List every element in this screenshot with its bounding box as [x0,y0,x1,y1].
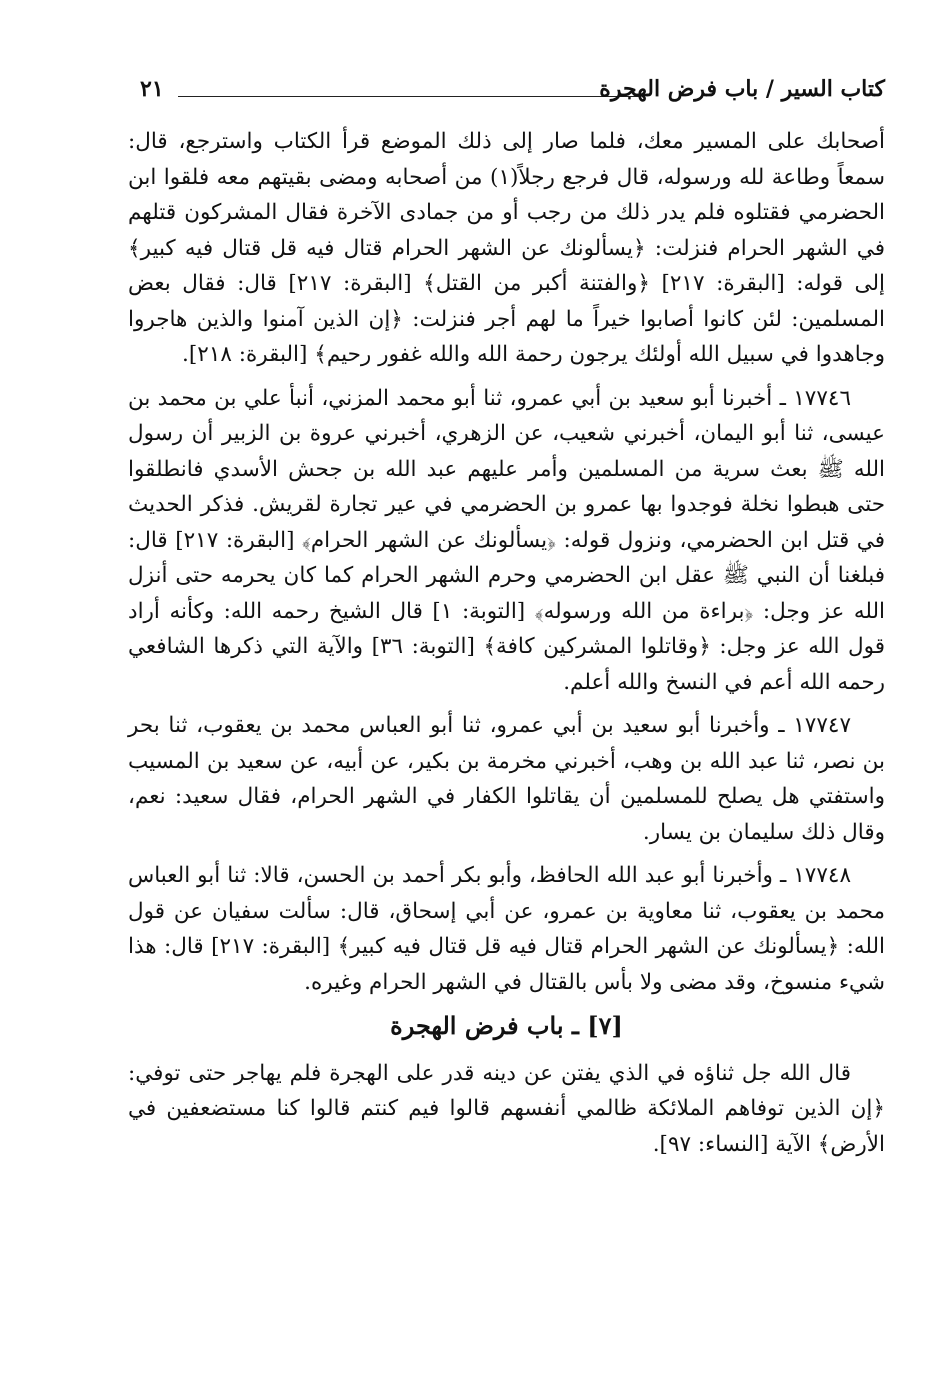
closing-paragraph: قال الله جل ثناؤه في الذي يفتن عن دينه قدر على الهجرة فلم يهاجر حتى توفي: ﴿إن الذين توفاهم الملائكة ظالمي أنفسهم قالوا فيم كنتم قالوا كنا مستضعفين في الأرض﴾ الآية [النساء: ٩٧]. [128,1060,885,1157]
section-heading: [٧] ـ باب فرض الهجرة [390,1011,623,1040]
hadith-17746: ١٧٧٤٦ ـ أخبرنا أبو سعيد بن أبي عمرو، ثنا أبو محمد المزني، أنبأ علي بن محمد بن عيسى، ثنا أبو اليمان، أخبرني شعيب، عن الزهري، أخبرني عروة بن الزبير أن رسول الله ﷺ بعث سرية من المسلمين وأمر عليهم عبد الله بن جحش الأسدي فانطلقوا حتى هبطوا نخلة فوجدوا بها عمرو بن الحضرمي في عير تجارة لقريش. فذكر الحديث في قتل ابن الحضرمي، ونزول قوله: ﴿يسألونك عن الشهر الحرام﴾ [البقرة: ٢١٧] قال: فبلغنا أن النبي ﷺ عقل ابن الحضرمي وحرم الشهر الحرام كما كان يحرمه حتى أنزل الله عز وجل: ﴿براءة من الله ورسوله﴾ [التوبة: ١] قال الشيخ رحمه الله: وكأنه أراد قول الله عز وجل: ﴿وقاتلوا المشركين كافة﴾ [التوبة: ٣٦] والآية التي ذكرها الشافعي رحمه الله أعم في النسخ والله أعلم. [128,385,886,695]
text-body [128,124,885,1170]
paragraph-continuation: أصحابك على المسير معك، فلما صار إلى ذلك الموضع قرأ الكتاب واسترجع، قال: سمعاً وطاعة لله ورسوله، قال فرجع رجلاً(١) من أصحابه ومضى بقيتهم معه فلقوا ابن الحضرمي فقتلوه فلم يدر ذلك من رجب أو من جمادى الآخرة فقال المشركون قتلهم في الشهر الحرام فنزلت: ﴿يسألونك عن الشهر الحرام قتال فيه قل قتال فيه كبير﴾ إلى قوله: [البقرة: ٢١٧] ﴿والفتنة أكبر من القتل﴾ [البقرة: ٢١٧] قال: فقال بعض المسلمين: لئن كانوا أصابوا خيراً ما لهم أجر فنزلت: ﴿إن الذين آمنوا والذين هاجروا وجاهدوا في سبيل الله أولئك يرجون رحمة الله والله غفور رحيم﴾ [البقرة: ٢١٨]. [128,129,886,367]
header-rule [178,96,639,97]
running-head: كتاب السير / باب فرض الهجرة [599,76,885,102]
page-number: ٢١ [140,76,164,102]
page-header [140,76,885,116]
hadith-17748: ١٧٧٤٨ ـ وأخبرنا أبو عبد الله الحافظ، وأبو بكر أحمد بن الحسن، قالا: ثنا أبو العباس محمد بن يعقوب، ثنا معاوية بن عمرو، عن أبي إسحاق، قال: سألت سفيان عن قول الله: ﴿يسألونك عن الشهر الحرام قتال فيه قل قتال فيه كبير﴾ [البقرة: ٢١٧] قال: هذا شيء منسوخ، وقد مضى ولا بأس بالقتال في الشهر الحرام وغيره. [128,863,885,995]
hadith-17747: ١٧٧٤٧ ـ وأخبرنا أبو سعيد بن أبي عمرو، ثنا أبو العباس محمد بن يعقوب، ثنا بحر بن نصر، ثنا عبد الله بن وهب، أخبرني مخرمة بن بكير، عن أبيه، عن سعيد بن المسيب واستفتي هل يصلح للمسلمين أن يقاتلوا الكفار في الشهر الحرام، فقال سعيد: نعم، وقال ذلك سليمان بن يسار. [128,713,885,845]
